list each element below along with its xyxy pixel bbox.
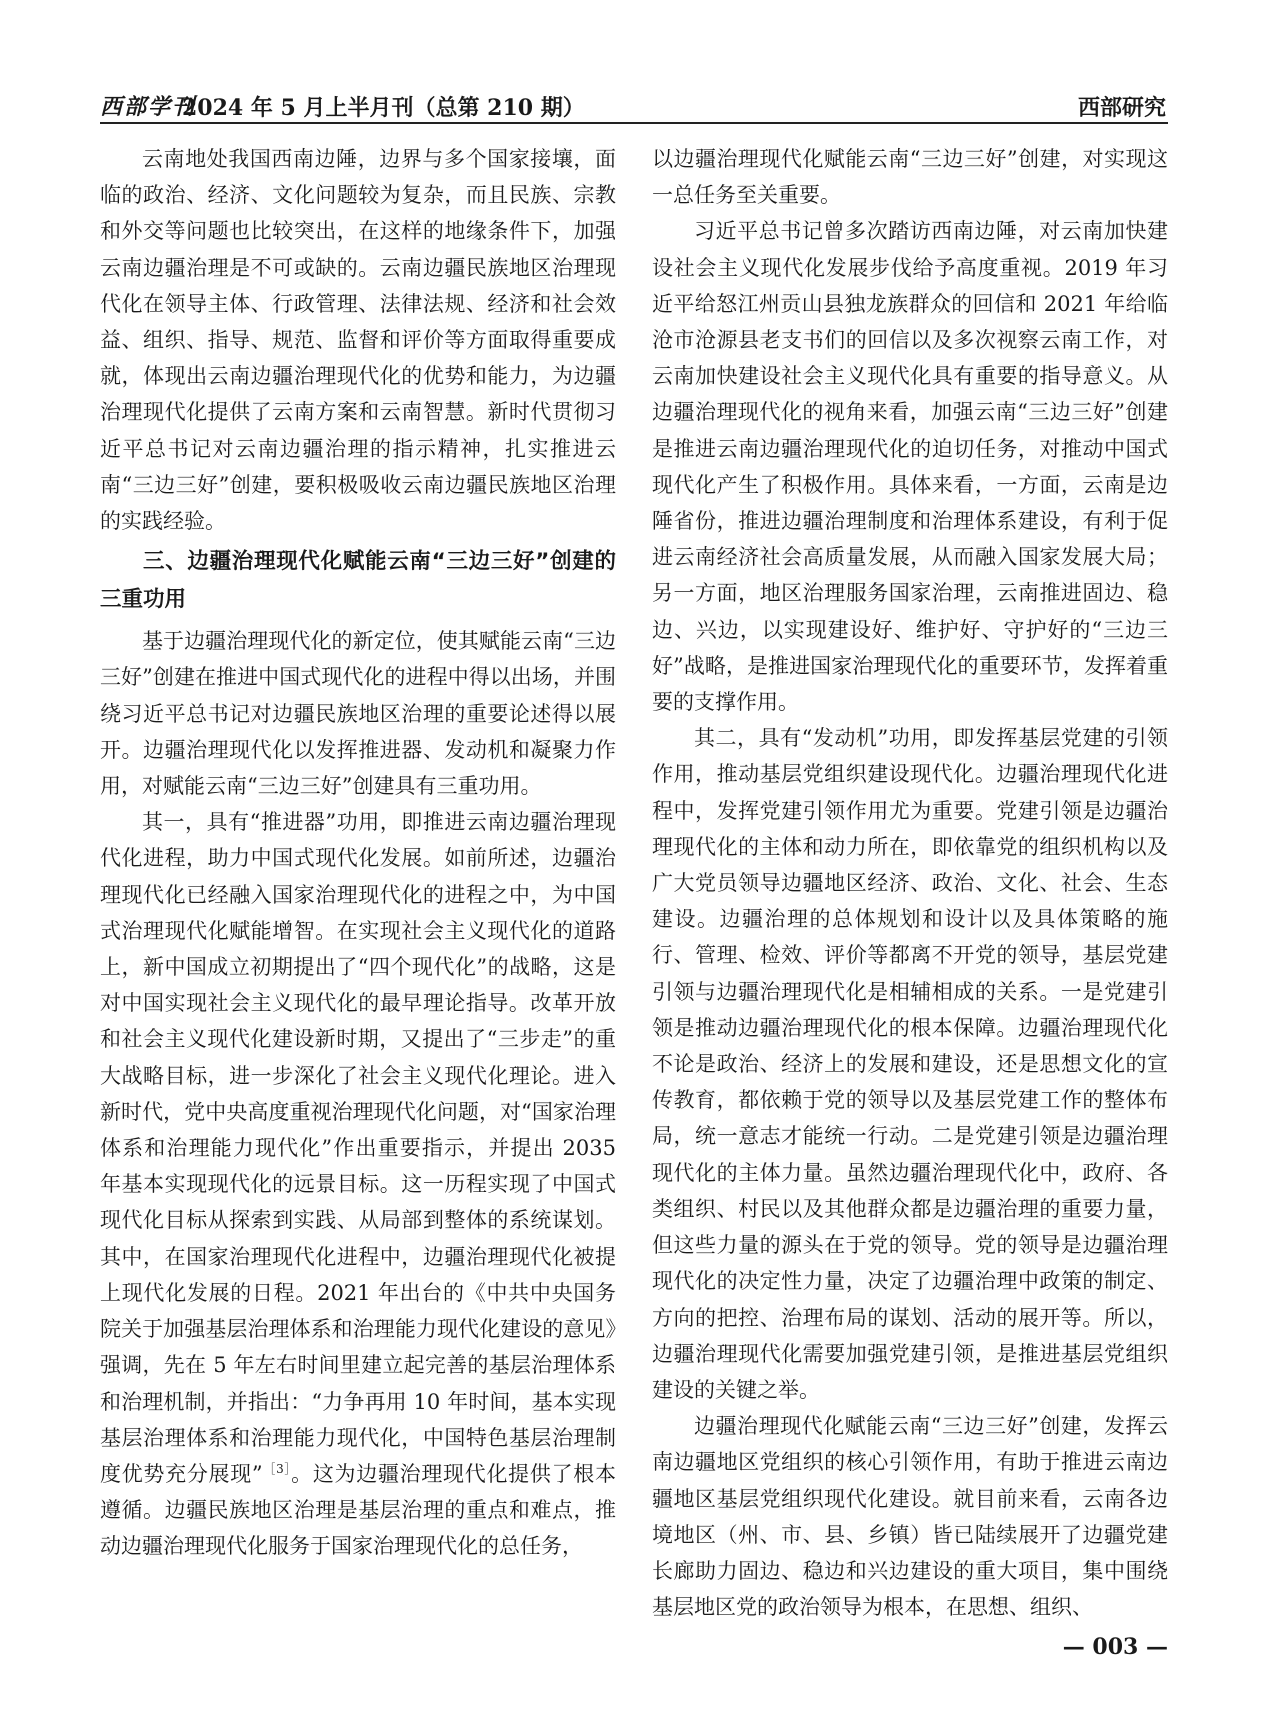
journal-logo: 西部学刊: [100, 94, 197, 120]
paragraph: 以边疆治理现代化赋能云南“三边三好”创建，对实现这一总任务至关重要。: [652, 147, 1168, 208]
right-column: [652, 141, 1168, 1625]
paragraph: 其二，具有“发动机”功用，即发挥基层党建的引领作用，推动基层党组织建设现代化。边疆治理现代化进程中，发挥党建引领作用尤为重要。党建引领是边疆治理现代化的主体和动力所在，即依靠党的组织机构以及广大党员领导边疆地区经济、政治、文化、社会、生态建设。边疆治理的总体规划和设计以及具体策略的施行、管理、检效、评价等都离不开党的领导，基层党建引领与边疆治理现代化是相辅相成的关系。一是党建引领是推动边疆治理现代化的根本保障。边疆治理现代化不论是政治、经济上的发展和建设，还是思想文化的宣传教育，都依赖于党的领导以及基层党建工作的整体布局，统一意志才能统一行动。二是党建引领是边疆治理现代化的主体力量。虽然边疆治理现代化中，政府、各类组织、村民以及其他群众都是边疆治理的重要力量，但这些力量的源头在于党的领导。党的领导是边疆治理现代化的决定性力量，决定了边疆治理中政策的制定、方向的把控、治理布局的谋划、活动的展开等。所以，边疆治理现代化需要加强党建引领，是推进基层党组织建设的关键之举。: [652, 726, 1168, 1402]
paragraph: 基于边疆治理现代化的新定位，使其赋能云南“三边三好”创建在推进中国式现代化的进程中得以出场，并围绕习近平总书记对边疆民族地区治理的重要论述得以展开。边疆治理现代化以发挥推进器、发动机和凝聚力作用，对赋能云南“三边三好”创建具有三重功用。: [100, 629, 616, 799]
left-column: [100, 141, 616, 1565]
paragraph-text: 。这为边疆治理现代化提供了根本遵循。边疆民族地区治理是基层治理的重点和难点，推动边疆治理现代化服务于国家治理现代化的总任务，: [100, 1461, 616, 1559]
section-title: 西部研究: [1077, 95, 1166, 121]
section-heading: 三、边疆治理现代化赋能云南“三边三好”创建的三重功用: [100, 549, 616, 613]
page-number: — 003 —: [1062, 1634, 1168, 1660]
paragraph-text: 其一，具有“推进器”功用，即推进云南边疆治理现代化进程，助力中国式现代化发展。如前所述，边疆治理现代化已经融入国家治理现代化的进程之中，为中国式治理现代化赋能增智。在实现社会主义现代化的道路上，新中国成立初期提出了“四个现代化”的战略，这是对中国实现社会主义现代化的最早理论指导。改革开放和社会主义现代化建设新时期，又提出了“三步走”的重大战略目标，进一步深化了社会主义现代化理论。进入新时代，党中央高度重视治理现代化问题，对“国家治理体系和治理能力现代化”作出重要指示，并提出 2035 年基本实现现代化的远景目标。这一历程实现了中国式现代化目标从探索到实践、从局部到整体的系统谋划。其中，在国家治理现代化进程中，边疆治理现代化被提上现代化发展的日程。2021 年出台的《中共中央国务院关于加强基层治理体系和治理能力现代化建设的意见》强调，先在 5 年左右时间里建立起完善的基层治理体系和治理机制，并指出：“力争再用 10 年时间，基本实现基层治理体系和治理能力现代化，中国特色基层治理制度优势充分展现”: [100, 810, 616, 1486]
issue-info: 2024 年 5 月上半月刊（总第 210 期）: [182, 95, 585, 121]
paragraph: 边疆治理现代化赋能云南“三边三好”创建，发挥云南边疆地区党组织的核心引领作用，有助于推进云南边疆地区基层党组织现代化建设。就目前来看，云南各边境地区（州、市、县、乡镇）皆已陆续展开了边疆党建长廊助力固边、稳边和兴边建设的重大项目，集中围绕基层地区党的政治领导为根本，在思想、组织、: [652, 1414, 1168, 1620]
paragraph: 习近平总书记曾多次踏访西南边陲，对云南加快建设社会主义现代化发展步伐给予高度重视。2019 年习近平给怒江州贡山县独龙族群众的回信和 2021 年给临沧市沧源县老支书们的回信以及多次视察云南工作，对云南加快建设社会主义现代化具有重要的指导意义。从边疆治理现代化的视角来看，加强云南“三边三好”创建是推进云南边疆治理现代化的迫切任务，对推动中国式现代化产生了积极作用。具体来看，一方面，云南是边陲省份，推进边疆治理制度和治理体系建设，有利于促进云南经济社会高质量发展，从而融入国家发展大局；另一方面，地区治理服务国家治理，云南推进固边、稳边、兴边，以实现建设好、维护好、守护好的“三边三好”战略，是推进国家治理现代化的重要环节，发挥着重要的支撑作用。: [652, 219, 1168, 715]
page-header: [100, 86, 1168, 124]
citation: ［3］: [262, 1461, 292, 1476]
paragraph: [100, 804, 616, 1564]
paragraph: 云南地处我国西南边陲，边界与多个国家接壤，面临的政治、经济、文化问题较为复杂，而且民族、宗教和外交等问题也比较突出，在这样的地缘条件下，加强云南边疆治理是不可或缺的。云南边疆民族地区治理现代化在领导主体、行政管理、法律法规、经济和社会效益、组织、指导、规范、监督和评价等方面取得重要成就，体现出云南边疆治理现代化的优势和能力，为边疆治理现代化提供了云南方案和云南智慧。新时代贯彻习近平总书记对云南边疆治理的指示精神，扎实推进云南“三边三好”创建，要积极吸收云南边疆民族地区治理的实践经验。: [100, 147, 616, 534]
